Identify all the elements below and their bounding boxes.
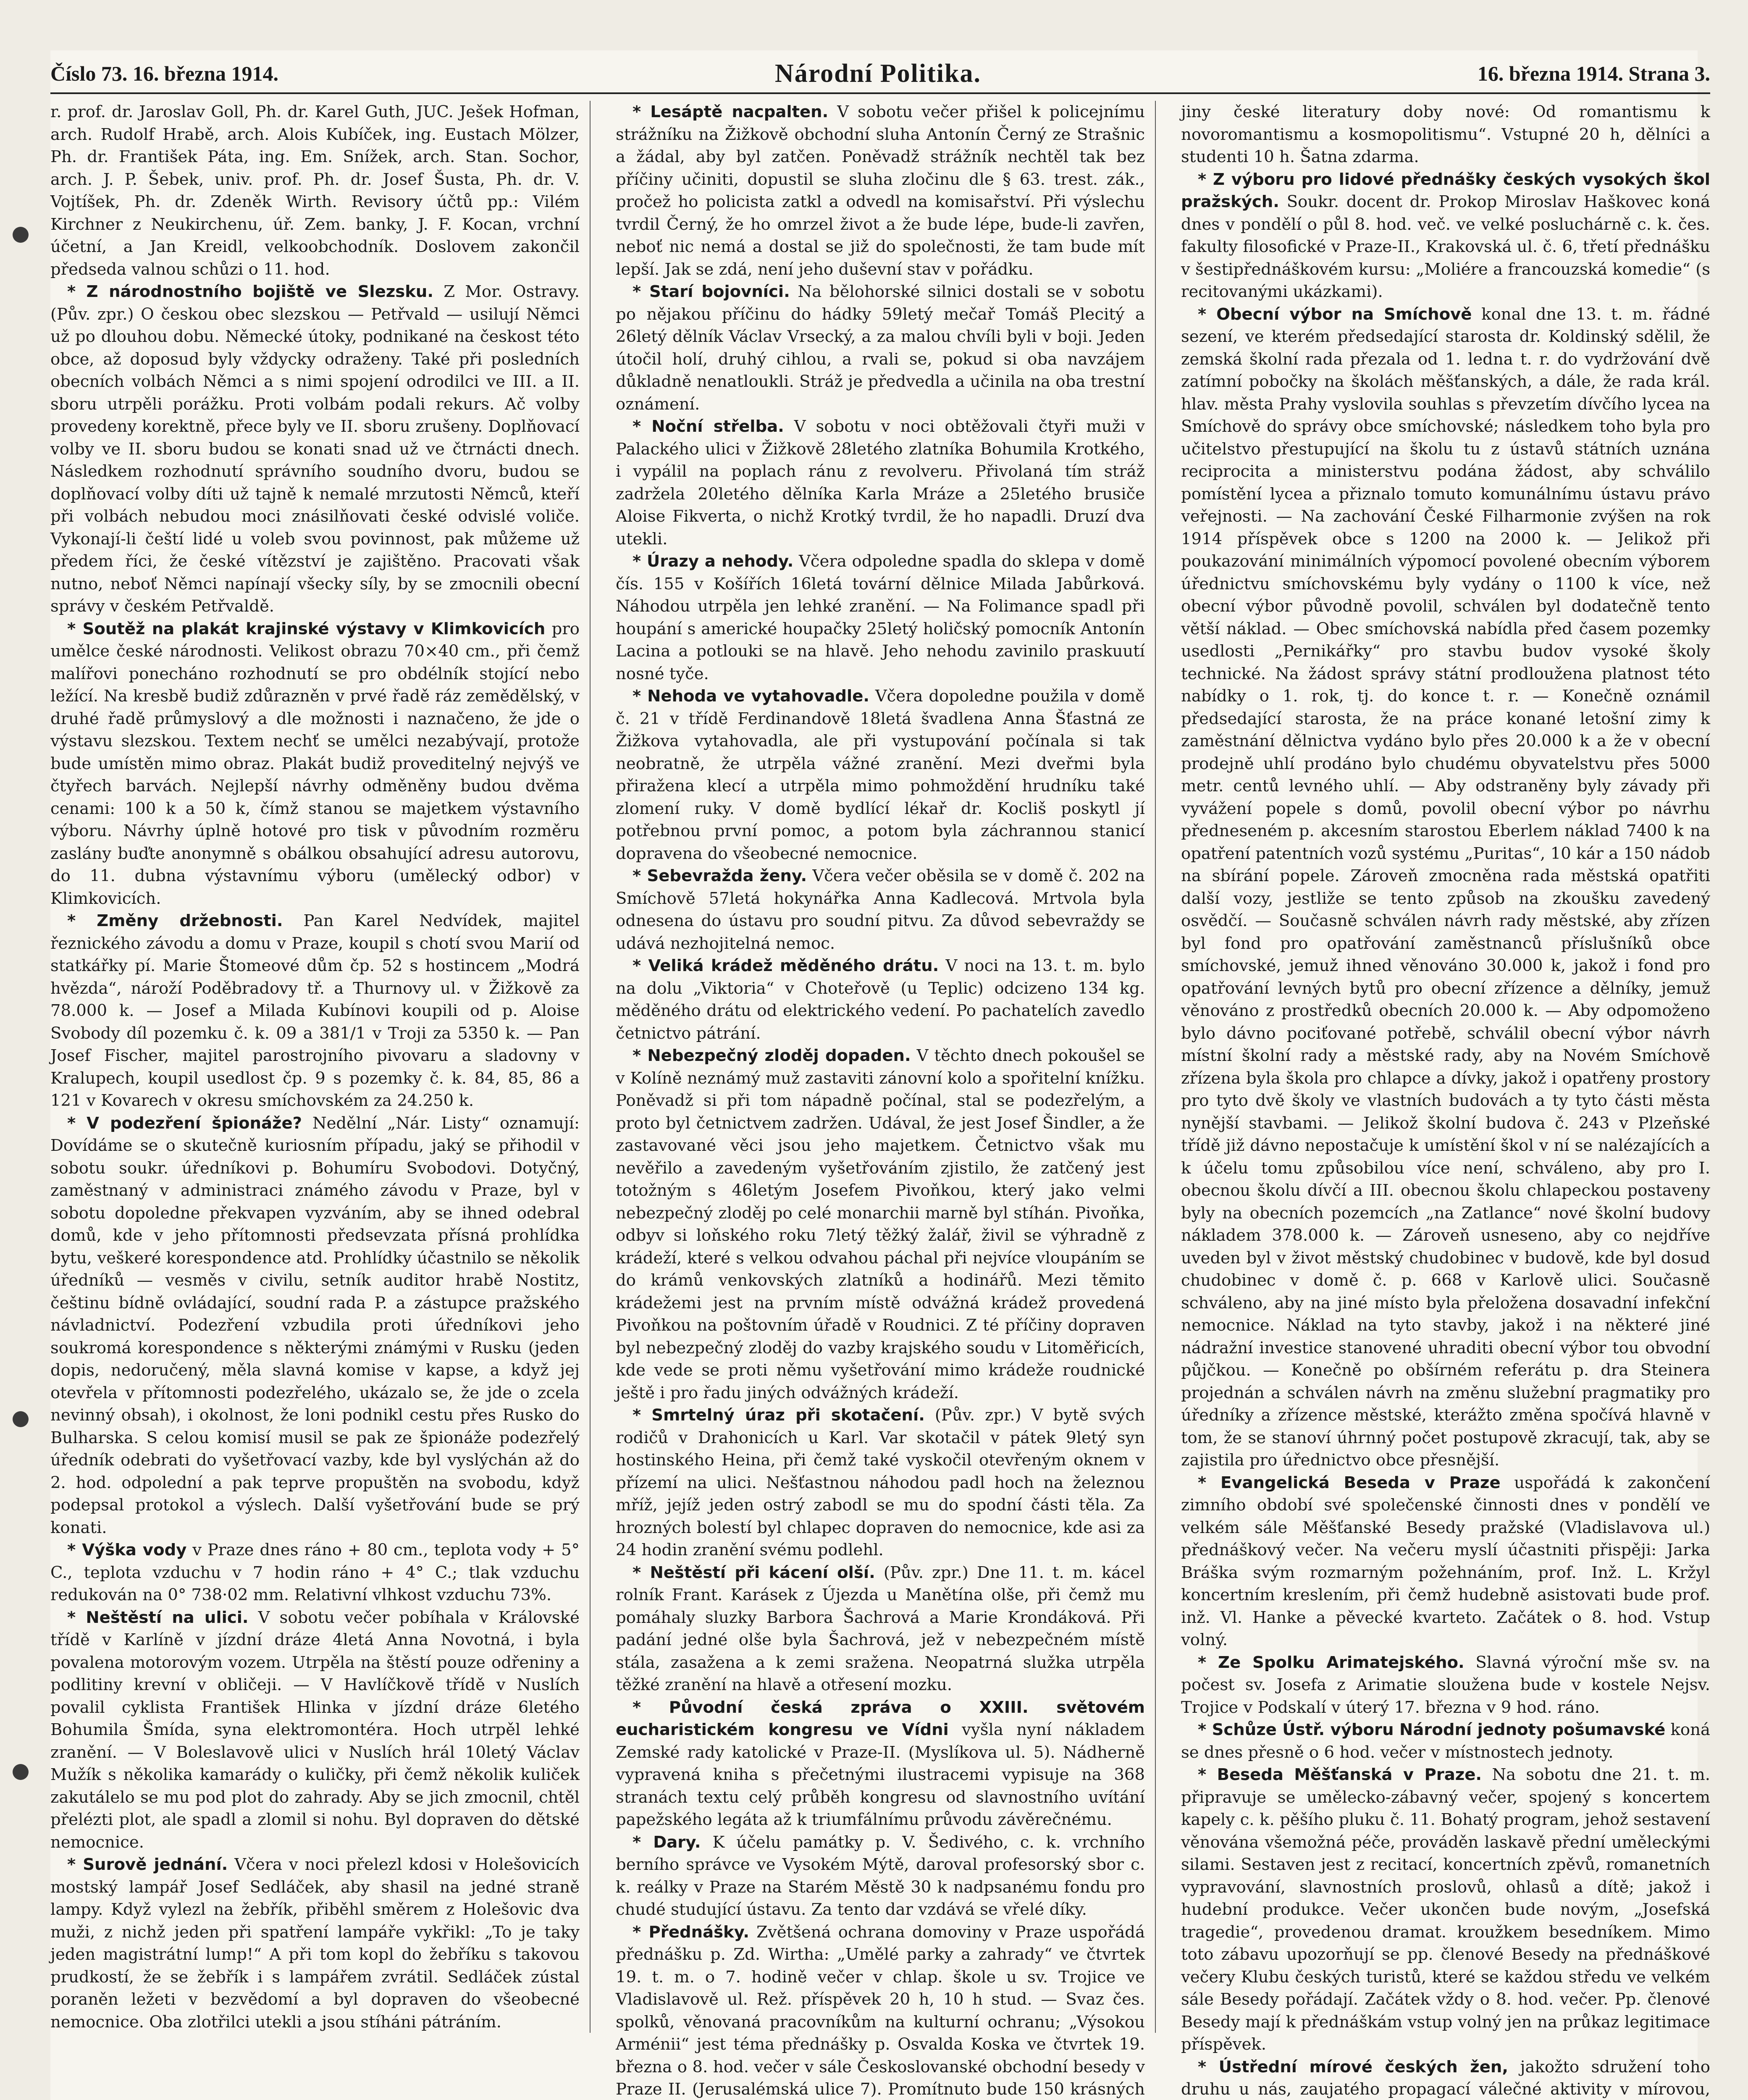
article-heading: * Změny držebnosti. <box>67 911 283 930</box>
article-paragraph <box>616 1921 1145 2100</box>
article-text: Na bělohorské silnici dostali se v sobotu po nějakou příčinu do hádky 59letý mečař Tomáš Plecitý a 26letý dělník Václav Vrsecký, a za malou chvíli byli v boji. Jeden útočil holí, druhý cihlou, a rvali se, pokud si oba navzájem důkladně nenatloukli. Stráž je předvedla a učinila na oba trestní oznámení. <box>616 282 1145 414</box>
article-paragraph <box>616 685 1145 865</box>
article-text: vyšla nyní nákladem Zemské rady katolické v Praze-II. (Myslíkova ul. 5). Nádherně vypravená kniha s přečetnými ilustracemi vypisuje na 368 stranách textu celý průběh kongresu od slavnostního uvítání papežského legáta až k triumfálnímu průvodu závěrečnému. <box>616 1720 1145 1829</box>
article-heading: * V podezření špionáže? <box>67 1113 302 1133</box>
article-heading: * Výška vody <box>67 1541 187 1559</box>
article-paragraph <box>1181 1651 1710 1719</box>
article-text: Včera večer oběsila se v domě č. 202 na Smíchově 57letá hokynářka Anna Kadlecová. Mrtvola byla odnesena do ústavu pro soudní pitvu. Za důvod sebevraždy se udává nezhojitelná nemoc. <box>616 866 1145 953</box>
article-text: uspořádá k zakončení zimního období své společenské činnosti dnes v pondělí ve velkém sále Měšťanské Besedy pražské (Vladislavova ul.) přednáškový večer. Na večeru myslí účastniti přispěji: Jarka Bráška svým rozmarným požehnáním, prof. Inž. L. Kržyl koncertním kreslením, při čemž hudebně asistovati bude prof. inž. Vl. Hanke a pěvecké kvarteto. Začátek o 8. hod. Vstup volný. <box>1181 1473 1711 1649</box>
article-text: (Pův. zpr.) Dne 11. t. m. kácel rolník Frant. Karásek z Újezda u Manětína olše, při čemž mu pomáhaly sluzky Barbora Šachrová a Marie Krondáková. Při padání jedné olše byla Šachrová, jež v nebezpečném místě stála, zasažena a k zemi sražena. Neopatrná služka utrpěla těžké zranění na hlavě a otřesení mozku. <box>616 1563 1145 1694</box>
article-paragraph <box>50 281 580 618</box>
article-paragraph <box>616 1404 1145 1562</box>
article-paragraph <box>616 1045 1145 1404</box>
article-text: Včera dopoledne použila v domě č. 21 v třídě Ferdinandově 18letá švadlena Anna Šťastná ze Žižkova vytahovadla, ale při vystupování počínala si tak neobratně, že utrpěla vážné zranění. Mezi dveřmi byla přiražena klecí a utrpěla mimo pohmoždění hrudníku také zlomení ruky. V domě bydlící lékař dr. Kocliš poskytl jí potřebnou první pomoc, a potom byla záchrannou stanicí dopravena do všeobecné nemocnice. <box>616 687 1145 863</box>
article-paragraph <box>616 281 1145 415</box>
article-heading: * Lesáptě nacpalten. <box>633 102 829 121</box>
article-heading: * Obecní výbor na Smíchově <box>1198 304 1472 324</box>
article-text: jiny české literatury doby nové: Od romantismu k novoromantismu a kosmopolitismu“. Vstupné 20 h, dělníci a studenti 10 h. Šatna zdarma. <box>1181 102 1710 166</box>
article-heading: * Sebevražda ženy. <box>633 866 807 885</box>
article-text: K účelu památky p. V. Šedivého, c. k. vrchního berního správce ve Vysokém Mýtě, daroval profesorský sbor c. k. reálky v Praze na Starém Městě 30 k nadpsanému fondu pro chudé studující ústavu. Za tento dar vzdává se vřelé díky. <box>616 1832 1145 1919</box>
article-paragraph <box>616 1831 1145 1921</box>
article-text: V noci na 13. t. m. bylo na dolu „Viktoria“ v Choteřově (u Teplic) odcizeno 134 kg. měděného drátu od elektrického vedení. Po pachatelích zavedlo četnictvo pátrání. <box>616 956 1145 1043</box>
binding-hole <box>13 1764 29 1780</box>
article-paragraph <box>616 550 1145 685</box>
article-text: r. prof. dr. Jaroslav Goll, Ph. dr. Karel Guth, JUC. Ješek Hofman, arch. Rudolf Hrabě, arch. Alois Kubíček, ing. Eustach Mölzer, Ph. dr. František Páta, ing. Em. Snížek, arch. Stan. Sochor, arch. J. P. Šebek, univ. prof. Ph. dr. Josef Šusta, Ph. dr. V. Vojtíšek, Ph. dr. Zdeněk Wirth. Revisory účtů pp.: Vilém Kirchner z Neukirchenu, úř. Zem. banky, J. F. Kocan, vrchní účetní, a Jan Kreidl, velkoobchodník. Doslovem zakončil předseda valnou schůzi o 11. hod. <box>50 102 580 279</box>
article-paragraph <box>616 1562 1145 1696</box>
article-text: konal dne 13. t. m. řádné sezení, ve kterém předsedající starosta dr. Koldinský sdělil, že zemská školní rada přezala od 1. ledna t. r. do vydržování dvě zatímní pobočky na školách měšťanských, a dále, že rada král. hlav. města Prahy vyslovila souhlas s převzetím dívčího lycea na Smíchově do správy obce smíchovské; následkem toho byla pro učitelstvo přestupující na školu tu z ústavů státních uznána reciprocita a ministerstvu podána žádost, aby schválilo pomístění lycea a přiznalo tomuto komunálnímu ústavu právo veřejnosti. — Na zachování České Filharmonie zvýšen na rok 1914 příspěvek obce s 1200 na 2000 k. — Jelikož při poukazování minimálních výpomocí povolené obecním výborem úřednictvu smíchovskému byly vydány o 1100 k více, než obecní výbor původně povolil, schválen byl dodatečně tento větší náklad. — Obec smíchovská nabídla před časem pozemky usedlosti „Pernikářky“ pro stavbu budov vysoké školy technické. Na žádost správy státní prodloužena platnost této nabídky o 1. rok, tj. do konce t. r. — Konečně oznámil předsedající starosta, že na práce konané letošní zimy k zaměstnání dělnictva vydáno bylo přes 20.000 k a že v obecní prodejně uhlí prodáno bylo chudému obyvatelstvu přes 5000 metr. centů levného uhlí. — Aby odstraněny byly závady při vyvážení popele s domů, povolil obecní výbor po návrhu předneseném p. akcesním starostou Eberlem náklad 7400 k na opatření patentních vozů systému „Puritas“, 10 kár a 150 nádob na sbírání popele. Zároveň zmocněna rada městská opatřiti další vozy, jestliže se tento způsob na zkoušku zavedený osvědčí. — Současně schválen návrh rady městské, aby zřízen byl fond pro opatřování zaměstnanců příslušníků obce smíchovské, jemuž ihned věnováno 30.000 k, jakož i fond pro opatřování levných bytů pro obecní zřízence a dělníky, jemuž věnováno z prostředků obecních 20.000 k. — Aby odpomoženo bylo dávno pociťované potřebě, schválil obecní výbor návrh místní školní rady a městské rady, aby na Novém Smíchově zřízena byla škola pro chlapce a dívky, jakož i opatřeny prostory pro tyto dvě školy ve vlastních budovách a ty tyto části města nynější stavbami. — Jelikož školní budova č. 243 v Plzeňské třídě již dávno nepostačuje k umístění škol v ní se nalézajících a k účelu tomu způsobilou více není, schváleno, aby pro I. obecnou školu dívčí a III. obecnou školu chlapeckou postaveny byly na obecních pozemcích „na Zatlance“ nové školní budovy nákladem 378.000 k. — Zároveň usneseno, aby co nejdříve uveden byl v život městský chudobinec v budově, kde byl dosud chudobinec v domě č. p. 668 v Karlově ulici. Současně schváleno, aby na jiné místo byla přeložena dosavadní infekční nemocnice. Náklad na tyto stavby, jakož i na některé jiné nádražní investice stanovené uhraditi obecní výbor tou obvodní půjčkou. — Konečně po obšírném referátu p. dra Steinera projednán a schválen návrh na změnu služební pragmatiky pro úředníky a zřízence městské, kterážto změna spočívá hlavně v tom, že se stanoví úhrnný počet postupově zkracují, tak, aby se zajistila pro úřednictvo obce přesnější. <box>1181 304 1710 1470</box>
binding-hole <box>13 227 29 243</box>
article-heading: * Beseda Měšťanská v Praze. <box>1198 1765 1482 1784</box>
article-text: Nedělní „Nár. Listy“ oznamují: Dovídáme se o skutečně kuriosním případu, jaký se přihodil v sobotu soukr. úředníkovi p. Bohumíru Svobodovi. Dotyčný, zaměstnaný v administraci známého závodu v Praze, byl v sobotu dopoledne překvapen vyzváním, aby se ihned odebral domů, kde v jeho přítomnosti předsevzata přísná prohlídka bytu, veškeré korespondence atd. Prohlídky účastnilo se několik úředníků — vesměs v civilu, setník auditor hrabě Nostitz, češtinu bídně ovládající, soudní rada P. a zástupce pražského návladnictví. Podezření vzbudila proti úředníkovi jeho soukromá korespondence s některými známými v Rusku (jeden dopis, nedoručený, měla slavná komise v kapse, a když jej otevřela v přítomnosti podezřelého, ukázalo se, že jde o zcela nevinný obsah), i okolnost, že loni podnikl cestu přes Rusko do Bulharska. S celou komisí musil se pak ze špionáže podezřelý úředník odebrati do vyšetřovací vazby, kde byl vyslýchán až do 2. hod. odpolední a pak teprve propuštěn na svobodu, když podepsal protokol a výslech. Další vyšetřování bude se prý konati. <box>50 1113 580 1537</box>
article-paragraph <box>1181 1764 1710 2056</box>
article-heading: * Přednášky. <box>633 1922 749 1942</box>
article-heading: * Soutěž na plakát krajinské výstavy v Klimkovicích <box>67 619 546 638</box>
article-paragraph <box>50 1539 580 1606</box>
article-text: V sobotu v noci obtěžovali čtyři muži v Palackého ulici v Žižkově 28letého zlatníka Bohumila Krotkého, i vypálil na poplach ránu z revolveru. Přivolaná tím stráž zadržela 20letého dělníka Karla Mráze a 25letého brusiče Aloise Fikverta, o nichž Krotký tvrdil, že ho napadli. Druzí dva utekli. <box>616 417 1145 549</box>
article-paragraph <box>50 1853 580 2033</box>
article-heading: * Nebezpečný zloděj dopaden. <box>633 1046 911 1065</box>
article-text: v Praze dnes ráno + 80 cm., teplota vody + 5° C., teplota vzduchu v 7 hodin ráno + 4° C.; tlak vzduchu redukován na 0° 738·02 mm. Relativní vlhkost vzduchu 73%. <box>50 1541 580 1604</box>
article-paragraph <box>616 1696 1145 1831</box>
column-2 <box>616 101 1156 2099</box>
article-text: V těchto dnech pokoušel se v Kolíně neznámý muž zastaviti zánovní kolo a spořitelní knížku. Poněvadž si při tom nápadně počínal, stal se podezřelým, a proto byl četnictvem zadržen. Udával, že jest Josef Šindler, a že zastavované věci jsou jeho majetkem. Četnictvo však mu nevěřilo a zavedeným vyšetřováním zjistilo, že zatčený jest totožným s 46letým Josefem Pivoňkou, který jako velmi nebezpečný zloděj po celé monarchii marně byl stíhán. Pivoňka, odbyv si loňského roku 7letý těžký žalář, živil se výhradně z krádeží, které s velkou odvahou páchal při nejvíce vloupáním se do krámů venkovských zlatníků a hodinářů. Mezi těmito krádežemi jest na prvním místě odvážná krádež provedená Pivoňkou na poštovním úřadě v Roudnici. Z té příčiny dopraven byl nebezpečný zloděj do vazby krajského soudu v Litoměřicích, kde vede se proti němu vyšetřování mimo krádeže roudnické ještě i pro řadu jiných odvážných krádeží. <box>616 1046 1145 1402</box>
article-paragraph <box>1181 101 1710 168</box>
column-3 <box>1181 101 1711 2099</box>
article-heading: * Veliká krádež měděného drátu. <box>633 956 939 975</box>
article-heading: * Neštěstí na ulici. <box>67 1608 249 1627</box>
article-text: jakožto sdružení toho druhu u nás, zaujatého propagací válečné aktivity v mírovou, <box>1181 2057 1710 2099</box>
article-heading: * Původní česká zpráva o XXIII. světovém eucharistickém kongresu ve Vídni <box>616 1698 1145 1739</box>
issue-info: Číslo 73. 16. března 1914. <box>50 62 279 85</box>
article-text: Na sobotu dne 21. t. m. připravuje se umělecko-zábavný večer, spojený s koncertem kapely c. k. pěšího pluku č. 11. Bohatý program, jehož sestavení věnována všemožná péče, prováděn laskavě přední uměleckými silami. Sestaven jest z recitací, koncertních zpěvů, romanetních vypravování, slavnostních proslovů, ohlasů a dítě; jakož i hudební produkce. Večer ukončen bude novým, „Josefská tragedie“, provedenou dramat. kroužkem besedníkem. Mimo toto zábavu upozorňují se pp. členové Besedy na přednáškové večery Klubu českých turistů, které se každou středu ve velkém sále Besedy pořádají. Začátek vždy o 8. hod. večer. Pp. členové Besedy mají k přednáškám vstup volný jen na průkaz legitimace příspěvek. <box>1181 1765 1711 2054</box>
article-heading: * Z výboru pro lidové přednášky českých vysokých škol pražských. <box>1181 170 1710 211</box>
article-text: Včera v noci přelezl kdosi v Holešovicích mostský lampář Josef Sedláček, aby shasil na jedné straně lampy. Když vylezl na žebřík, přiběhl směrem z Holešovic dva muži, z nichž jeden při spatření lampáře vykřikl: „To je taky jeden magistrátní lump!“ A při tom kopl do žebříku s takovou prudkostí, že se žebřík i s lampářem zvrátil. Sedláček zústal poraněn ležeti v bezvědomí a byl dopraven do všeobecné nemocnice. Oba zlotřilci utekli a jsou stíháni pátráním. <box>50 1855 580 2032</box>
article-text: Slavná výroční mše sv. na počest sv. Josefa z Arimatie sloužena bude v kostele Nejsv. Trojice v Podskalí v úterý 17. března v 9 hod. ráno. <box>1181 1653 1710 1717</box>
article-paragraph <box>616 101 1145 281</box>
article-paragraph <box>1181 303 1710 1472</box>
column-1 <box>50 101 591 2033</box>
article-paragraph <box>1181 1719 1710 1764</box>
article-heading: * Evangelická Beseda v Praze <box>1198 1473 1501 1492</box>
article-paragraph <box>50 1606 580 1854</box>
article-text: Zvětšená ochrana domoviny v Praze uspořádá přednášku p. Zd. Wirtha: „Umělé parky a zahrady“ ve čtvrtek 19. t. m. o 7. hodině večer v chlap. škole u sv. Trojice ve Vladislavově ul. Rež. příspěvek 20 h, 10 h stud. — Svaz čes. spolků, věnovaná pracovníkům na kulturní ochranu; „Výsokou Arménii“ jest téma přednášky p. Osvalda Koska ve čtvrtek 19. března o 8. hod. večer v sále Českoslovanské obchodní besedy v Praze II. (Jerusalémská ulice 7). Promítnuto bude 150 krásných <box>616 1922 1145 2099</box>
article-heading: * Dary. <box>633 1832 701 1852</box>
article-heading: * Surově jednání. <box>67 1855 228 1874</box>
article-columns <box>50 101 1711 2099</box>
article-heading: * Nehoda ve vytahovadle. <box>633 687 870 706</box>
article-heading: * Ze Spolku Arimatejského. <box>1198 1653 1465 1672</box>
article-text: Z Mor. Ostravy. (Pův. zpr.) O českou obec slezskou — Petřvald — usilují Němci už po dlouhou dobu. Německé útoky, podnikané na českost této obce, až doposud byly vždycky odraženy. Také při posledních obecních volbách Němci a s nimi spojení odrodilci ve III. a II. sboru utrpěli porážku. Proti volbám podali rekurs. Ač volby provedeny korektně, přece byly ve II. sboru zrušeny. Doplňovací volby ve II. sboru budou se konati snad už ve čtrnácti dnech. Následkem rozhodnutí správního soudního dvoru, budou se doplňovací volby díti už tajně k nemalé mrzutosti Němců, kteří při volbách nebudou moci znásilňovati české odvislé voliče. Vykonají-li čeští lidé u voleb svou povinnost, pak můžeme už předem říci, že české vítězství je zajištěno. Pracovati však nutno, neboť Němci napínají všecky síly, by se zmocnili obecní správy v českém Petřvaldě. <box>50 282 580 616</box>
article-text: Včera odpoledne spadla do sklepa v domě čís. 155 v Košířích 16letá tovární dělnice Milada Jabůrková. Náhodou utrpěla jen lehké zranění. — Na Folimance spadl při houpání s americké houpačky 25letý holičský pomocník Antonín Lacina a potlouki se na hlavě. Jeho nehodu zavinilo praskuutí nosné tyče. <box>616 552 1145 683</box>
binding-hole <box>13 1411 29 1427</box>
article-heading: * Smrtelný úraz při skotačení. <box>633 1406 925 1425</box>
article-text: koná se dnes přesně o 6 hod. večer v místnostech jednoty. <box>1181 1720 1710 1762</box>
article-heading: * Ústřední mírové českých žen, <box>1198 2057 1509 2076</box>
masthead: Národní Politika. <box>774 59 981 88</box>
article-heading: * Neštěstí při kácení olší. <box>633 1563 875 1582</box>
article-text: Soukr. docent dr. Prokop Miroslav Haškovec koná dnes v pondělí o půl 8. hod. več. ve velké posluchárně c. k. čes. fakulty filosofické v Praze-II., Krakovská ul. č. 6, třetí přednášku v šestipřednáškovém kursu: „Moliére a francouzská komedie“ (s recitovanými ukázkami). <box>1181 192 1711 301</box>
article-paragraph <box>1181 168 1710 303</box>
article-paragraph <box>50 1112 580 1539</box>
article-text: (Pův. zpr.) V bytě svých rodičů v Drahonicích u Karl. Var skotačil v pátek 9letý syn hostinského Heina, při čemž také vyskočil otevřeným oknem v přízemí na ulici. Nešťastnou náhodou padl hoch na železnou mříž, jejíž jeden ostrý zabodl se mu do spodní části těla. Za hrozných bolestí byl chlapec dopraven do nemocnice, kde asi za 24 hodin zranění svému podlehl. <box>616 1406 1145 1559</box>
article-paragraph <box>1181 1472 1710 1651</box>
article-heading: * Noční střelba. <box>633 417 784 436</box>
article-paragraph <box>616 865 1145 955</box>
article-text: pro umělce české národnosti. Velikost obrazu 70×40 cm., při čemž malířovi ponecháno rozhodnutí se pro obdélník stojící nebo ležící. Na kresbě budiž zdůrazněn v prvé řadě ráz zemědělský, v druhé řadě průmyslový a dle možnosti i naznačeno, že jde o výstavu slezskou. Textem nechť se umělci nezabývají, protože bude umístěn mimo obraz. Plakát budiž proveditelný nejvýš ve čtyřech barvách. Nejlepší návrhy odměněny budou dvěma cenami: 100 k a 50 k, čímž stanou se majetkem výstavního výboru. Návrhy úplně hotové pro tisk v původním rozměru zaslány buďte anonymně s obálkou obsahující adresu autorovu, do 11. dubna výstavnímu výboru (umělecký odbor) v Klimkovicích. <box>50 619 580 908</box>
article-paragraph <box>50 618 580 910</box>
page-info: 16. března 1914. Strana 3. <box>1477 62 1710 85</box>
article-heading: * Z národnostního bojiště ve Slezsku. <box>67 282 433 301</box>
article-text: V sobotu večer pobíhala v Královské třídě v Karlíně v jízdní dráze 4letá Anna Novotná, i byla povalena motorovým vozem. Utrpěla na štěstí pouze odřeniny a podlitiny krevní v obličeji. — V Havlíčkově třídě v Nuslích povalil cyklista František Hlinka v jízdní dráze 6letého Bohumila Šmída, syna elektromontéra. Hoch utrpěl lehké zranění. — V Boleslavově ulici v Nuslích hrál 10letý Václav Mužík s několika kamarády o kuličky, při čemž několik kuliček zakutálelo se mu pod plot do zahrady. Aby se jich zmocnil, chtěl přelézti plot, ale spadl a zlomil si nohu. Byl dopraven do dětské nemocnice. <box>50 1608 580 1852</box>
article-paragraph <box>50 910 580 1112</box>
article-paragraph <box>616 415 1145 550</box>
article-heading: * Úrazy a nehody. <box>633 552 794 571</box>
article-paragraph <box>1181 2056 1710 2100</box>
article-paragraph <box>616 955 1145 1045</box>
page-header <box>50 55 1710 94</box>
article-text: V sobotu večer přišel k policejnímu strážníku na Žižkově obchodní sluha Antonín Černý ze Strašnic a žádal, aby byl zatčen. Poněvadž strážník nechtěl tak bez příčiny učiniti, dopustil se sluha zločinu dle § 63. trest. zák., pročež ho policista zatkl a odvedl na komisařství. Při výslechu tvrdil Černý, že ho omrzel život a že bude lépe, bude-li zavřen, neboť nic nemá a dostal se již do společnosti, že tam bude mít lepší. Jak se zdá, není jeho duševní stav v pořádku. <box>616 102 1145 279</box>
article-heading: * Schůze Ústř. výboru Národní jednoty pošumavské <box>1198 1720 1666 1739</box>
article-heading: * Starí bojovníci. <box>633 282 790 301</box>
article-paragraph <box>50 101 580 281</box>
article-text: Pan Karel Nedvídek, majitel řeznického závodu a domu v Praze, koupil s chotí svou Marií od statkářky pí. Marie Štomeové dům čp. 52 s hostincem „Modrá hvězda“, nároží Poděbradovy tř. a Thurnovy ul. v Žižkově za 78.000 k. — Josef a Milada Kubínovi koupili od p. Aloise Svobody díl pozemku č. k. 09 a 381/1 v Troji za 5350 k. — Pan Josef Fischer, majitel parostrojního pivovaru a sladovny v Kralupech, koupil usedlost čp. 9 s pozemky č. k. 84, 85, 86 a 121 v Kovarech v okresu smíchovském za 24.250 k. <box>50 911 580 1110</box>
